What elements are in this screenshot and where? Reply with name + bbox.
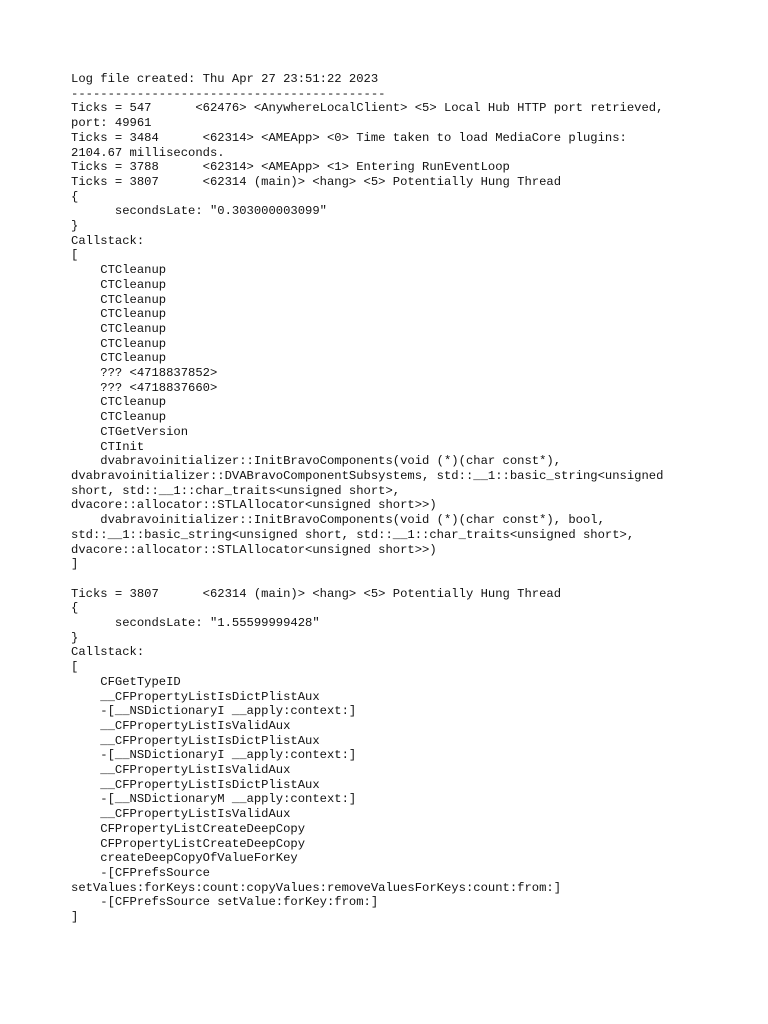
log-line: CTCleanup bbox=[71, 277, 167, 292]
log-line: __CFPropertyListIsValidAux bbox=[71, 807, 291, 822]
log-line: Ticks = 3788 <62314> <AMEApp> <1> Entering RunEventLoop bbox=[71, 160, 510, 175]
log-line: CTCleanup bbox=[71, 307, 167, 322]
log-line: CTCleanup bbox=[71, 410, 167, 425]
log-line: Ticks = 3807 <62314 (main)> <hang> <5> Potentially Hung Thread bbox=[71, 174, 562, 189]
log-line: ] bbox=[71, 557, 79, 572]
log-line: CTCleanup bbox=[71, 351, 167, 366]
log-line: CTCleanup bbox=[71, 292, 167, 307]
log-text bbox=[71, 72, 711, 925]
log-line: { bbox=[71, 189, 79, 204]
log-line: __CFPropertyListIsDictPlistAux bbox=[71, 689, 320, 704]
log-line: Callstack: bbox=[71, 645, 145, 660]
log-line: 2104.67 milliseconds. bbox=[71, 145, 225, 160]
log-line: createDeepCopyOfValueForKey bbox=[71, 851, 298, 866]
log-line: CFGetTypeID bbox=[71, 674, 181, 689]
log-line: CTCleanup bbox=[71, 321, 167, 336]
log-line: dvabravoinitializer::InitBravoComponents(void (*)(char const*), bbox=[71, 454, 562, 469]
log-line: __CFPropertyListIsValidAux bbox=[71, 718, 291, 733]
log-line: CTCleanup bbox=[71, 336, 167, 351]
log-line: Callstack: bbox=[71, 233, 145, 248]
log-line: -[__NSDictionaryI __apply:context:] bbox=[71, 704, 357, 719]
log-line: dvabravoinitializer::DVABravoComponentSubsystems, std::__1::basic_string<unsigned bbox=[71, 468, 664, 483]
log-line: port: 49961 bbox=[71, 116, 152, 131]
log-line: -[__NSDictionaryI __apply:context:] bbox=[71, 748, 357, 763]
log-line: CTCleanup bbox=[71, 395, 167, 410]
log-line: } bbox=[71, 630, 79, 645]
log-line: ??? <4718837852> bbox=[71, 366, 218, 381]
log-line: CTInit bbox=[71, 439, 145, 454]
log-line: { bbox=[71, 601, 79, 616]
log-line: __CFPropertyListIsDictPlistAux bbox=[71, 777, 320, 792]
log-line: ??? <4718837660> bbox=[71, 380, 218, 395]
log-line: [ bbox=[71, 660, 79, 675]
log-document bbox=[71, 72, 711, 925]
log-line: CTCleanup bbox=[71, 263, 167, 278]
log-line: __CFPropertyListIsValidAux bbox=[71, 763, 291, 778]
log-line: -[CFPrefsSource setValue:forKey:from:] bbox=[71, 895, 379, 910]
log-line: setValues:forKeys:count:copyValues:removeValuesForKeys:count:from:] bbox=[71, 880, 562, 895]
log-line: Log file created: Thu Apr 27 23:51:22 2023 bbox=[71, 72, 379, 86]
log-line: CFPropertyListCreateDeepCopy bbox=[71, 821, 306, 836]
log-line: __CFPropertyListIsDictPlistAux bbox=[71, 733, 320, 748]
log-line: secondsLate: "0.303000003099" bbox=[71, 204, 327, 219]
log-line: -[CFPrefsSource bbox=[71, 865, 210, 880]
log-line: secondsLate: "1.55599999428" bbox=[71, 616, 320, 631]
log-line: Ticks = 547 <62476> <AnywhereLocalClient> <5> Local Hub HTTP port retrieved, bbox=[71, 101, 664, 116]
log-line: } bbox=[71, 219, 79, 234]
log-line: CTGetVersion bbox=[71, 424, 189, 439]
log-line: Ticks = 3807 <62314 (main)> <hang> <5> Potentially Hung Thread bbox=[71, 586, 562, 601]
log-line: CFPropertyListCreateDeepCopy bbox=[71, 836, 306, 851]
log-line: ------------------------------------------- bbox=[71, 86, 386, 101]
log-line: std::__1::basic_string<unsigned short, std::__1::char_traits<unsigned short>, bbox=[71, 527, 635, 542]
log-line: ] bbox=[71, 910, 79, 925]
log-line: [ bbox=[71, 248, 79, 263]
log-line: dvacore::allocator::STLAllocator<unsigned short>>) bbox=[71, 498, 437, 513]
log-line: -[__NSDictionaryM __apply:context:] bbox=[71, 792, 357, 807]
log-line: Ticks = 3484 <62314> <AMEApp> <0> Time taken to load MediaCore plugins: bbox=[71, 130, 627, 145]
log-line: dvabravoinitializer::InitBravoComponents(void (*)(char const*), bool, bbox=[71, 513, 605, 528]
log-line: dvacore::allocator::STLAllocator<unsigned short>>) bbox=[71, 542, 437, 557]
log-line: short, std::__1::char_traits<unsigned short>, bbox=[71, 483, 401, 498]
